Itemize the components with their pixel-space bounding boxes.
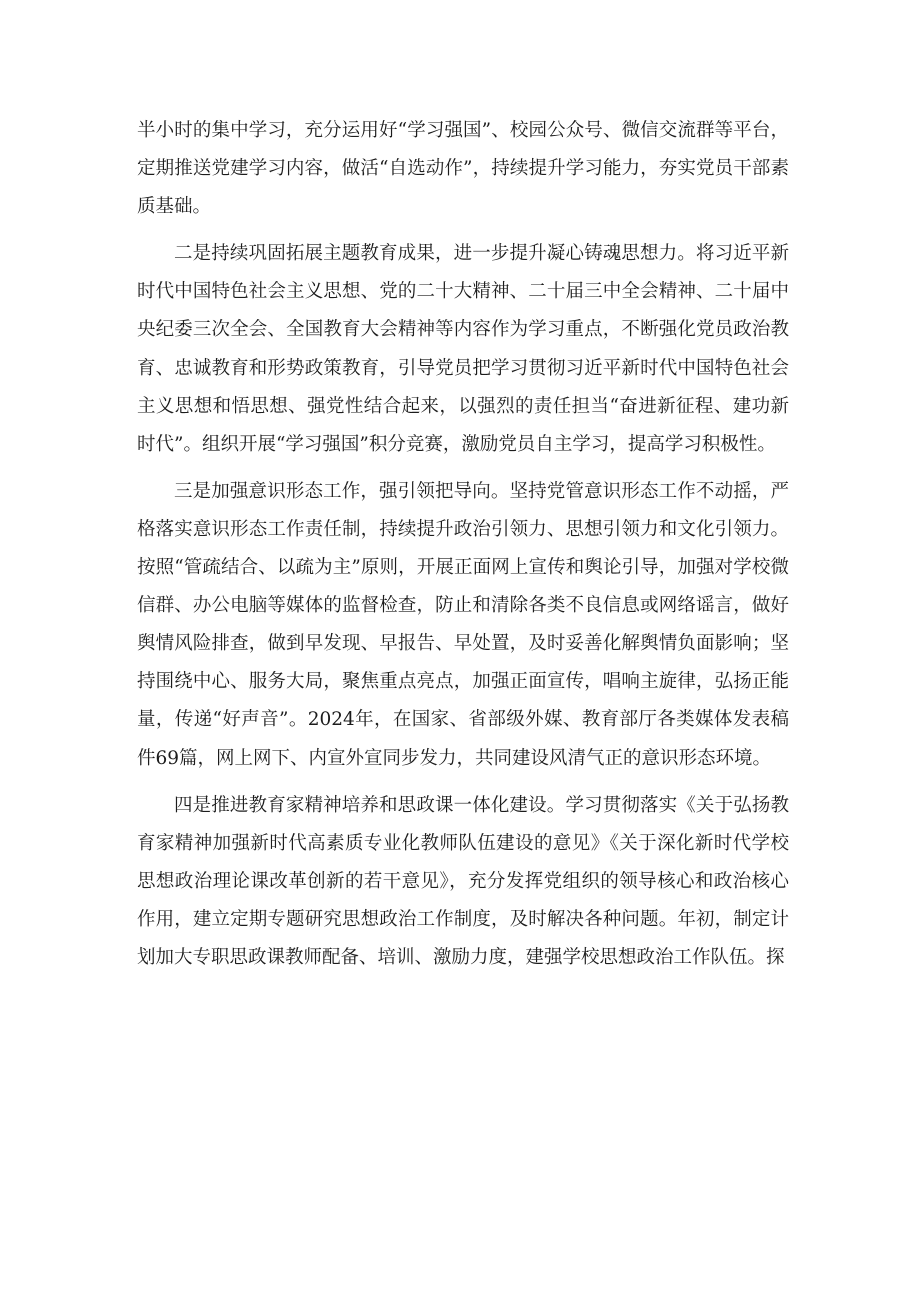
paragraph-gap [137,226,789,235]
paragraph-3: 三是加强意识形态工作，强引领把导向。坚持党管意识形态工作不动摇，严格落实意识形态工作责任制，持续提升政治引领力、思想引领力和文化引领力。按照“管疏结合、以疏为主”原则，开展正面网上宣传和舆论引导，加强对学校微信群、办公电脑等媒体的监督检查，防止和清除各类不良信息或网络谣言，做好舆情风险排查，做到早发现、早报告、早处置，及时妥善化解舆情负面影响；坚持围绕中心、服务大局，聚焦重点亮点，加强正面宣传，唱响主旋律，弘扬正能量，传递“好声音”。2024年，在国家、省部级外媒、教育部厅各类媒体发表稿件69篇，网上网下、内宣外宣同步发力，共同建设风清气正的意识形态环境。 [137,480,789,769]
paragraph-4: 四是推进教育家精神培养和思政课一体化建设。学习贯彻落实《关于弘扬教育家精神加强新时代高素质专业化教师队伍建设的意见》《关于深化新时代学校思想政治理论课改革创新的若干意见》，充分发挥党组织的领导核心和政治核心作用，建立定期专题研究思想政治工作制度，及时解决各种问题。年初，制定计划加大专职思政课教师配备、培训、激励力度，建强学校思想政治工作队伍。探 [137,794,789,968]
paragraph-2: 二是持续巩固拓展主题教育成果，进一步提升凝心铸魂思想力。将习近平新时代中国特色社会主义思想、党的二十大精神、二十届三中全会精神、二十届中央纪委三次全会、全国教育大会精神等内容作为学习重点，不断强化党员政治教育、忠诚教育和形势政策教育，引导党员把学习贯彻习近平新时代中国特色社会主义思想和悟思想、强党性结合起来，以强烈的责任担当“奋进新征程、建功新时代”。组织开展“学习强国”积分竞赛，激励党员自主学习，提高学习积极性。 [137,243,789,455]
paragraph-gap [137,464,789,473]
paragraph-1: 半小时的集中学习，充分运用好“学习强国”、校园公众号、微信交流群等平台，定期推送党建学习内容，做活“自选动作”，持续提升学习能力，夯实党员干部素质基础。 [137,120,789,218]
paragraph-gap [137,778,789,787]
document-body [137,112,789,977]
